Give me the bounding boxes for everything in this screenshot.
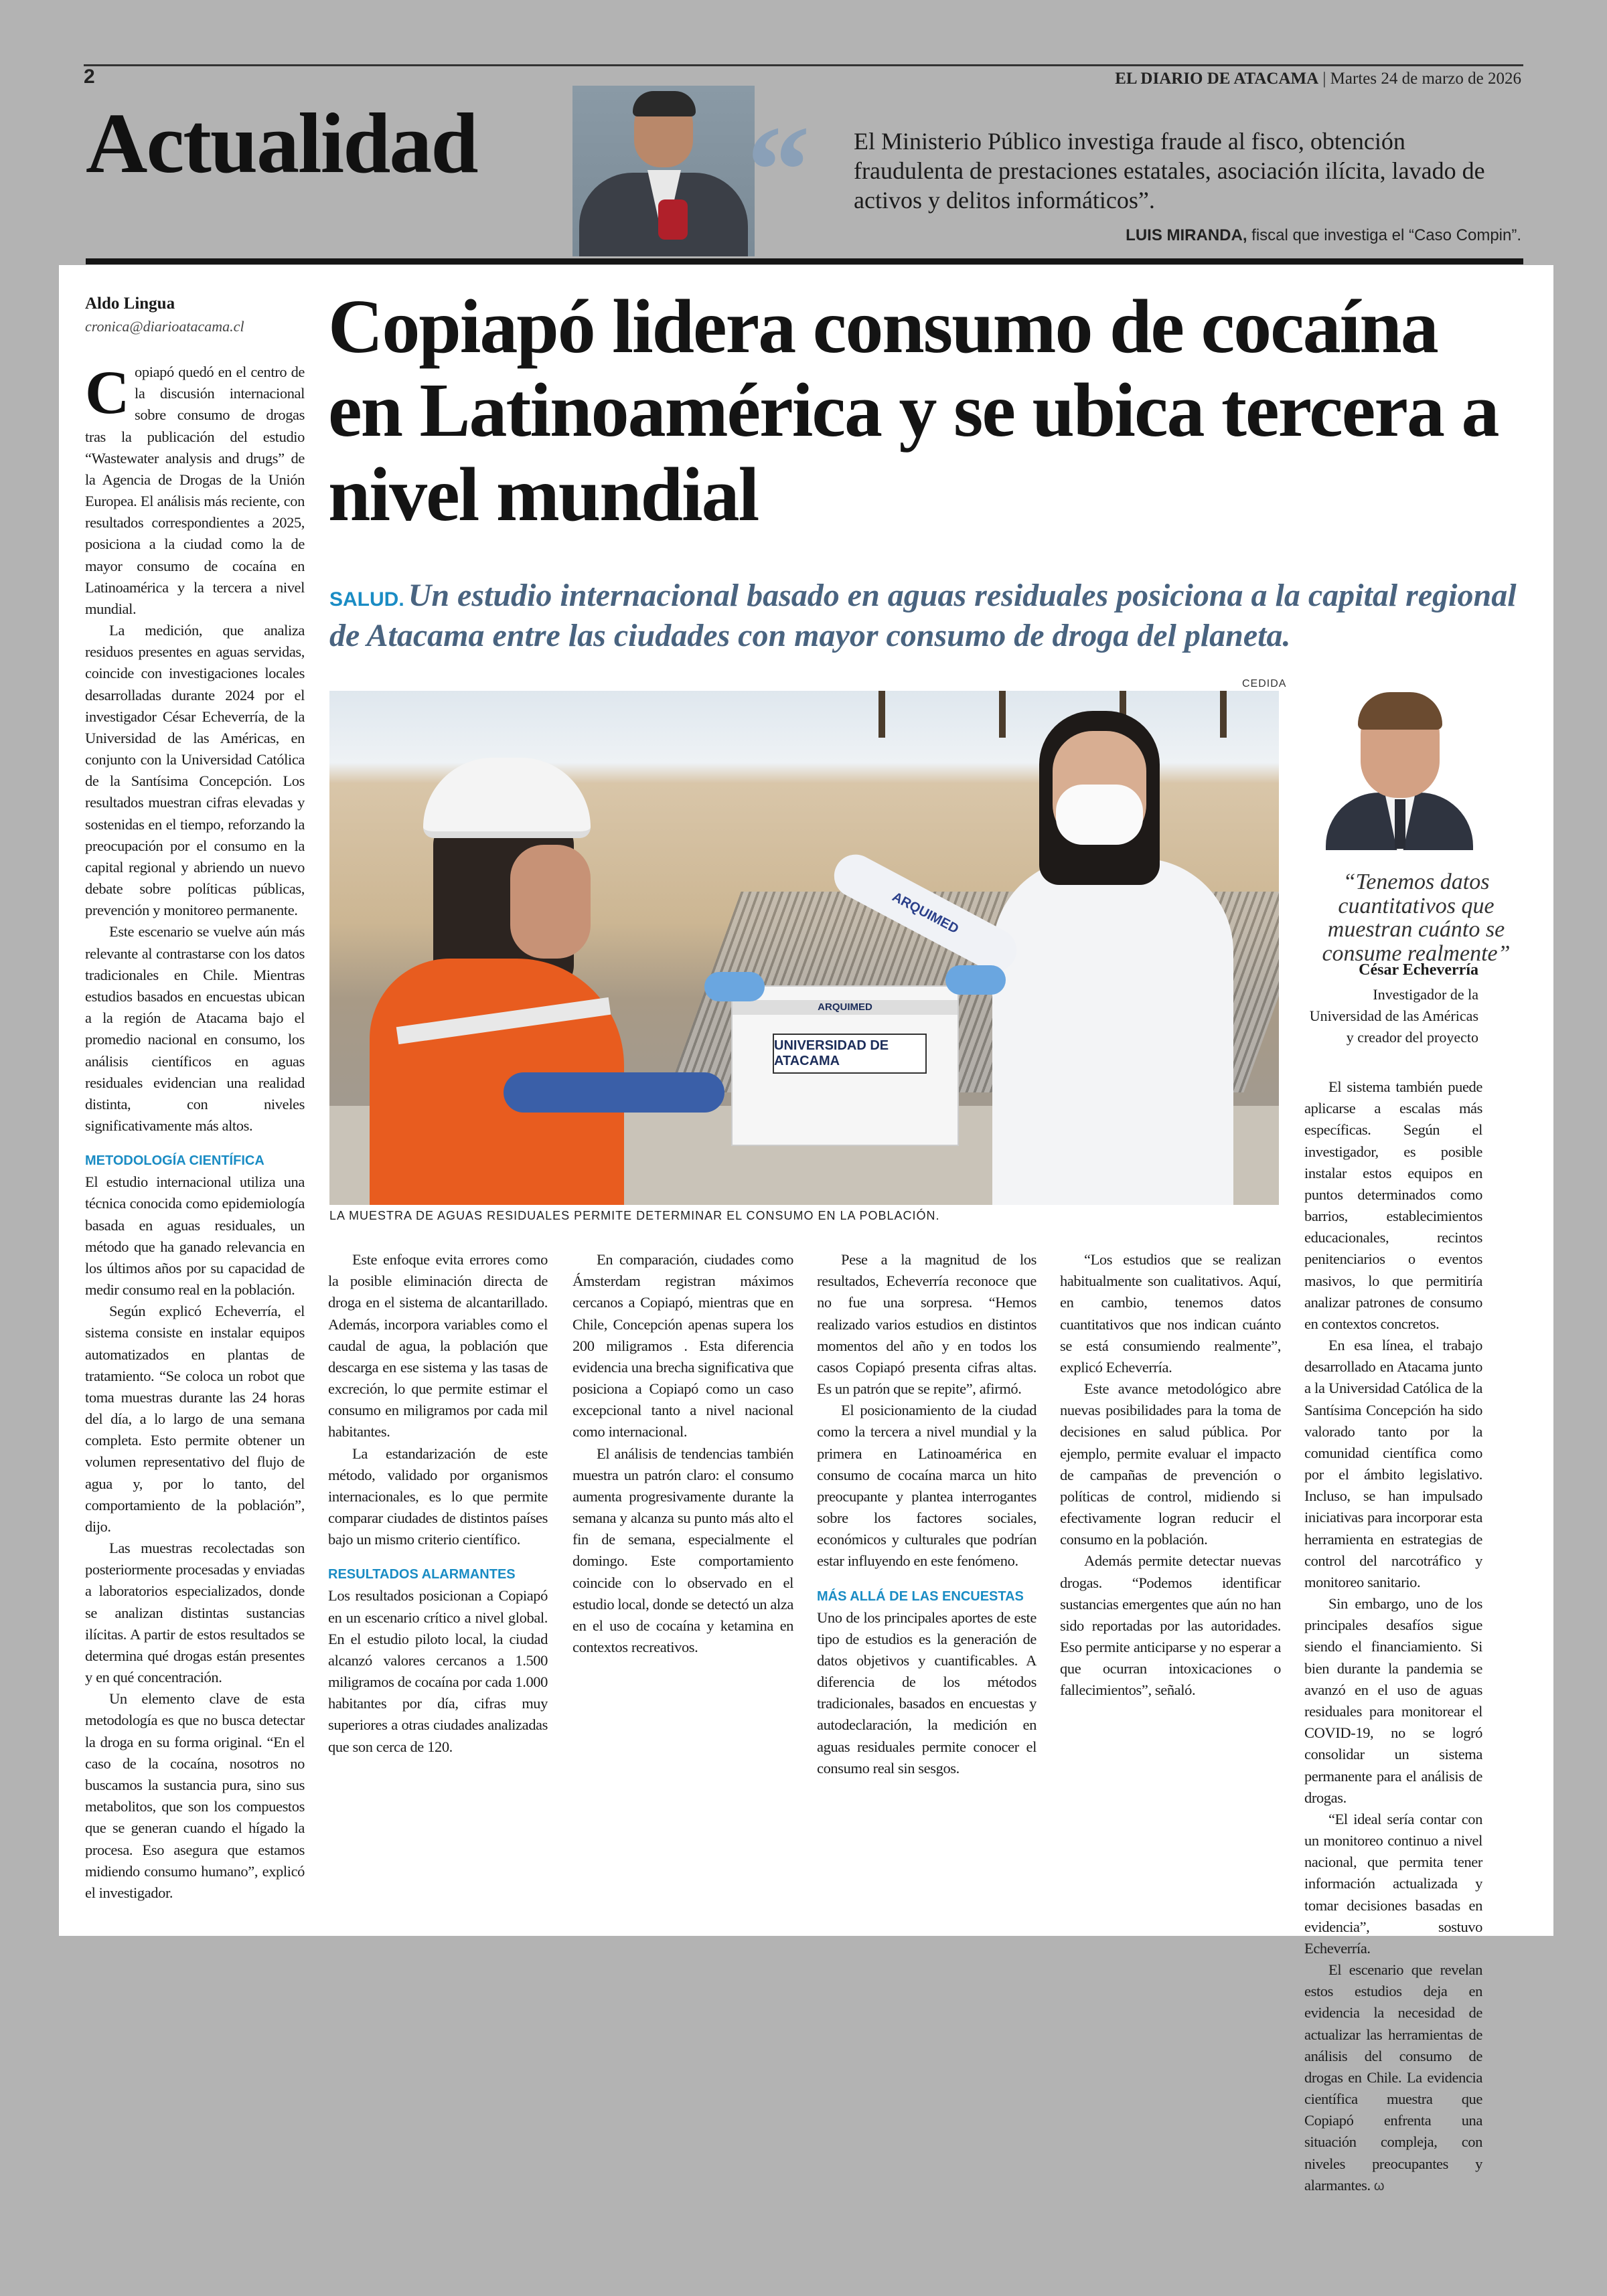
column-2 [328, 1249, 548, 1758]
paragraph: Pese a la magnitud de los resultados, Echeverría reconoce que no fue una sorpresa. “Hemos realizado varios estudios en distintos momentos del año y en todos los casos Copiapó presenta cifras altas. Es un patrón que se repite”, afirmó. [817, 1251, 1037, 1398]
photo-credit: CEDIDA [1242, 678, 1287, 689]
kicker-text: Un estudio internacional basado en aguas residuales posiciona a la capital regional de Atacama entre las ciudades con mayor consumo de droga del planeta. [329, 578, 1517, 653]
quote-speaker-photo [572, 86, 755, 256]
column-1 [85, 358, 305, 1904]
photo-caption: LA MUESTRA DE AGUAS RESIDUALES PERMITE DETERMINAR EL CONSUMO EN LA POBLACIÓN. [329, 1209, 940, 1222]
paragraph: El análisis de tendencias también muestra un patrón claro: el consumo aumenta progresivamente durante la semana y alcanza su punto más alto el fin de semana, especialmente el domingo. Este comportamiento coincide con lo observado en el estudio local, donde se detectó un alza en el uso de cocaína y ketamina en contextos recreativos. [572, 1445, 793, 1656]
top-quote: El Ministerio Público investiga fraude al fisco, obtención fraudulenta de prestaciones estatales, asociación ilícita, lavado de activos y delitos informáticos”. [854, 128, 1485, 214]
column-6 [1304, 1076, 1482, 2196]
paragraph: La medición, que analiza residuos presentes en aguas servidas, coincide con investigaciones locales desarrolladas durante 2024 por el investigador César Echeverría, de la Universidad de las Américas, en conjunto con la Universidad Católica de la Santísima Concepción. Los resultados muestran cifras elevadas y sostenidas en el tiempo, reforzando la preocupación por el consumo en la capital regional y abriendo un nuevo debate sobre políticas públicas, prevención y monitoreo permanente. [85, 622, 305, 919]
subhead-mas-alla: MÁS ALLÁ DE LAS ENCUESTAS [817, 1588, 1024, 1604]
paragraph: Según explicó Echeverría, el sistema consiste en instalar equipos automatizados en plantas de tratamiento. “Se coloca un robot que toma muestras durante las 24 horas del día, a lo largo de una semana completa. Esto permite obtener un volumen representativo del flujo de agua y, por lo tanto, del comportamiento de la población”, dijo. [85, 1303, 305, 1535]
paragraph: Las muestras recolectadas son posteriormente procesadas y enviadas a laboratorios especializados, donde se analizan distintas sustancias ilícitas. A partir de estos resultados se determina qué drogas están presentes y en qué concentración. [85, 1540, 305, 1686]
subhead-resultados: RESULTADOS ALARMANTES [328, 1567, 516, 1582]
quote-mark-icon: “ [747, 100, 810, 241]
author-email[interactable]: cronica@diarioatacama.cl [85, 318, 244, 335]
paragraph: El estudio internacional utiliza una técnica conocida como epidemiología basada en aguas residuales, un método que ha ganado relevancia en los últimos años por su capacidad de medir consumo real en la población. [85, 1173, 305, 1299]
sample-roll: ARQUIMED [827, 847, 1024, 979]
column-4 [817, 1249, 1037, 1779]
paragraph: El posicionamiento de la ciudad como la tercera a nivel mundial y la primera en Latinoamérica en consumo de cocaína marca un hito preocupante y plantea interrogantes sobre los factores sociales, económicos y culturales que podrían estar influyendo en este fenómeno. [817, 1402, 1037, 1570]
side-quote: “Tenemos datos cuantitativos que muestran cuánto se consume realmente” [1322, 870, 1511, 967]
newspaper-name: EL DIARIO DE ATACAMA [1115, 70, 1319, 88]
kicker-tag: SALUD. [329, 588, 404, 610]
paragraph: “El ideal sería contar con un monitoreo continuo a nivel nacional, que permita tener información actualizada y tomar decisiones basadas en evidencia”, sostuvo Echeverría. [1304, 1810, 1482, 1957]
main-photo [329, 691, 1279, 1205]
paragraph: Los resultados posicionan a Copiapó en un escenario crítico a nivel global. En el estudio piloto local, la ciudad alcanzó valores cercanos a 1.500 miligramos de cocaína por cada 1.000 habitantes por día, cifras muy superiores a otras ciudades analizadas que son cerca de 120. [328, 1587, 548, 1755]
end-mark-icon: ω [1373, 2178, 1385, 2194]
paragraph: Este avance metodológico abre nuevas posibilidades para la toma de decisiones en salud pública. Por ejemplo, permite evaluar el impacto de campañas de prevención o políticas de control, midiendo si efectivamente logran reducir el consumo en la población. [1060, 1380, 1281, 1548]
headline: Copiapó lidera consumo de cocaína en Latinoamérica y se ubica tercera a nivel mundial [328, 284, 1499, 537]
column-3 [572, 1249, 793, 1658]
top-quote-name: LUIS MIRANDA, [1126, 226, 1247, 244]
side-quote-name: César Echeverría [1359, 961, 1478, 979]
page-number: 2 [84, 66, 95, 88]
paragraph: El escenario que revelan estos estudios deja en evidencia la necesidad de actualizar las herramientas de análisis del consumo de drogas en Chile. La evidencia científica muestra que Copiapó enfrenta una situación compleja, con niveles preocupantes y alarmantes. ω [1304, 1961, 1482, 2194]
paragraph: Este escenario se vuelve aún más relevante al contrastarse con los datos tradicionales en Chile. Mientras estudios basados en encuestas ubican a la región de Atacama bajo el promedio nacional en consumo, los análisis científicos en aguas residuales evidencian una realidad distinta, con niveles significativamente más altos. [85, 923, 305, 1135]
issue-date: Martes 24 de marzo de 2026 [1330, 70, 1521, 88]
top-quote-attribution [1126, 226, 1521, 245]
paragraph: Un elemento clave de esta metodología es que no busca detectar la droga en su forma original. “En el caso de la cocaína, nosotros no buscamos la sustancia pura, sino sus metabolitos, que son los compuestos que se generan cuando el hígado la procesa. Eso asegura que estamos midiendo consumo humano”, explicó el investigador. [85, 1690, 305, 1901]
section-title: Actualidad [86, 96, 477, 191]
side-quote-role: Investigador de la Universidad de las Américas y creador del proyecto [1309, 986, 1478, 1046]
researcher-portrait [1319, 692, 1480, 850]
kicker [329, 576, 1535, 656]
paragraph: Además permite detectar nuevas drogas. “Podemos identificar sustancias emergentes que aún no han sido reportadas por las autoridades. Eso permite anticiparse y no esperar a que ocurran intoxicaciones o fallecimientos”, señaló. [1060, 1552, 1281, 1699]
masthead: EL DIARIO DE ATACAMA | Martes 24 de marzo de 2026 [1115, 70, 1521, 88]
sample-box [731, 985, 959, 1146]
top-rule [84, 64, 1523, 66]
lead-paragraph: Copiapó quedó en el centro de la discusión internacional sobre consumo de drogas tras la publicación del estudio “Wastewater analysis and drugs” de la Agencia de Drogas de la Unión Europea. El análisis más reciente, con resultados correspondientes a 2025, posiciona a la ciudad como la de mayor consumo de cocaína en Latinoamérica y la tercera a nivel mundial. [85, 358, 305, 617]
paragraph: “Los estudios que se realizan habitualmente son cualitativos. Aquí, en cambio, tenemos datos cuantitativos que nos indican cuánto se está consumiendo realmente”, explicó Echeverría. [1060, 1251, 1281, 1376]
paragraph: El sistema también puede aplicarse a escalas más específicas. Según el investigador, es posible instalar estos equipos en puntos determinados como barrios, establecimientos educacionales, recintos penitenciarios o eventos masivos, lo que permitiría analizar patrones de consumo en contextos concretos. [1304, 1078, 1482, 1332]
paragraph: Sin embargo, uno de los principales desafíos sigue siendo el financiamiento. Si bien durante la pandemia se avanzó en el uso de aguas residuales para monitorear el COVID-19, no se logró consolidar un sistema permanente para el análisis de drogas. [1304, 1595, 1482, 1806]
author-name: Aldo Lingua [85, 295, 175, 313]
paragraph: En comparación, ciudades como Ámsterdam registran máximos cercanos a Copiapó, mientras que en Chile, Concepción apenas supera los 200 miligramos . Esta diferencia evidencia una brecha significativa que posiciona a Copiapó como un caso excepcional tanto a nivel nacional como internacional. [572, 1251, 793, 1441]
paragraph: La estandarización de este método, validado por organismos internacionales, es lo que permite comparar ciudades de distintos países bajo un mismo criterio científico. [328, 1445, 548, 1548]
subhead-metodologia: METODOLOGÍA CIENTÍFICA [85, 1153, 264, 1169]
paragraph: En esa línea, el trabajo desarrollado en Atacama junto a la Universidad Católica de la Santísima Concepción ha sido valorado tanto por la comunidad científica como por el ámbito legislativo. Incluso, se han impulsado iniciativas para incorporar esta herramienta en estrategias de control del narcotráfico y monitoreo sanitario. [1304, 1337, 1482, 1590]
paragraph: Este enfoque evita errores como la posible eliminación directa de droga en el sistema de alcantarillado. Además, incorpora variables como el caudal de agua, la población que descarga en ese sistema y las tasas de excreción, lo que permite estimar el consumo en miligramos por cada mil habitantes. [328, 1251, 548, 1441]
header-rule [86, 258, 1523, 264]
box-label: UNIVERSIDAD DE ATACAMA [773, 1034, 927, 1074]
top-quote-role: fiscal que investiga el “Caso Compin”. [1251, 226, 1521, 244]
paragraph: Uno de los principales aportes de este tipo de estudios es la generación de datos objetivos y cuantificables. A diferencia de los métodos tradicionales, basados en encuestas y autodeclaración, la medición en aguas residuales permite conocer el consumo real sin sesgos. [817, 1609, 1037, 1777]
column-5 [1060, 1249, 1281, 1702]
box-band-text: ARQUIMED [733, 1000, 958, 1015]
dropcap: C [85, 358, 130, 426]
